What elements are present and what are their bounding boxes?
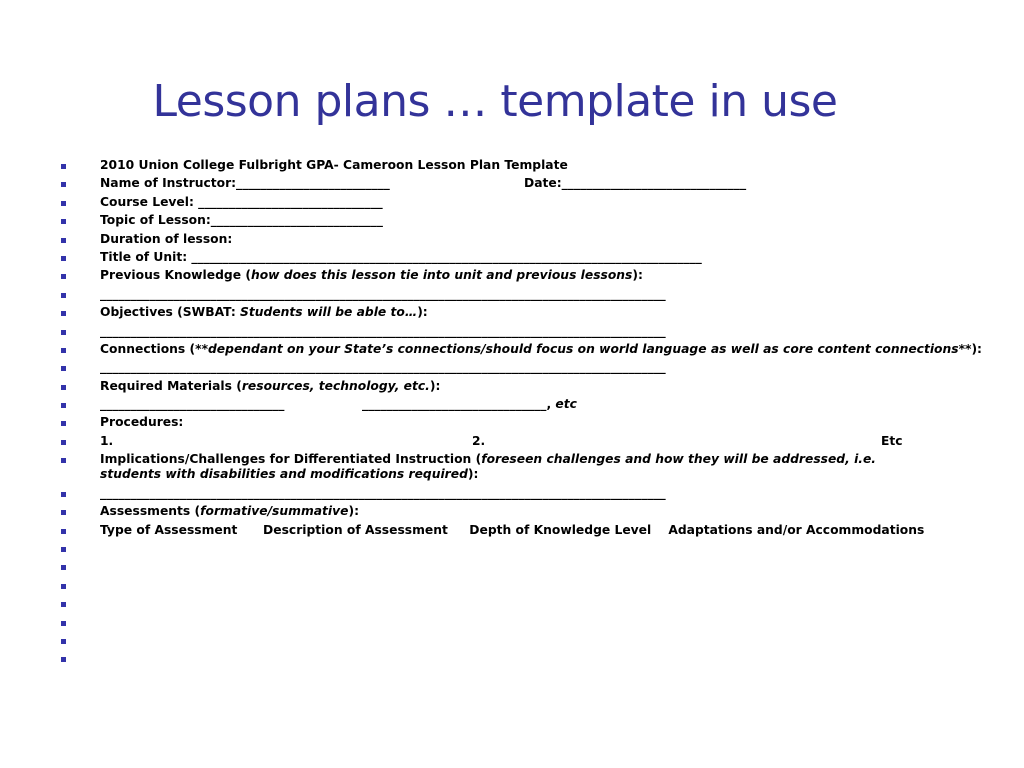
- list-item-empty: [0, 633, 1024, 651]
- materials-line-a: ______________________________: [100, 397, 285, 412]
- list-item-empty: [0, 596, 1024, 614]
- square-bullet-icon: [61, 274, 66, 279]
- square-bullet-icon: [61, 403, 66, 408]
- list-item-empty: [0, 578, 1024, 596]
- assessments-label: Assessments (formative/summative):: [100, 504, 360, 519]
- square-bullet-icon: [61, 602, 66, 607]
- list-item-topic: [0, 213, 1024, 231]
- topic-field: Topic of Lesson:____________________________: [100, 213, 383, 228]
- slide-title: Lesson plans … template in use: [152, 76, 838, 127]
- square-bullet-icon: [61, 219, 66, 224]
- square-bullet-icon: [61, 164, 66, 169]
- square-bullet-icon: [61, 311, 66, 316]
- assessment-columns: Type of Assessment Description of Assessment Depth of Knowledge Level Adaptations and/or Accommodations: [100, 522, 925, 537]
- procedures-label: Procedures:: [100, 415, 184, 430]
- unit-title-field: Title of Unit: ___________________________________________________________________________________: [100, 249, 702, 264]
- list-item-line: [0, 486, 1024, 504]
- list-item-empty: [0, 541, 1024, 559]
- list-item-objectives: [0, 305, 1024, 323]
- square-bullet-icon: [61, 458, 66, 463]
- square-bullet-icon: [61, 201, 66, 206]
- list-item-unit-title: [0, 250, 1024, 268]
- list-item-instructor: [0, 176, 1024, 194]
- square-bullet-icon: [61, 584, 66, 589]
- square-bullet-icon: [61, 330, 66, 335]
- implications-label: Implications/Challenges for Differentiated Instruction (foreseen challenges and how they will be addressed, i.e. students with disabilities and modifications required):: [100, 452, 876, 482]
- list-item-empty: [0, 615, 1024, 633]
- square-bullet-icon: [61, 385, 66, 390]
- list-item-line: [0, 324, 1024, 342]
- square-bullet-icon: [61, 621, 66, 626]
- blank-line: ____________________________________________________________________________________________: [100, 360, 666, 375]
- blank-line: ____________________________________________________________________________________________: [100, 286, 666, 301]
- square-bullet-icon: [61, 565, 66, 570]
- list-item-materials-lines: [0, 397, 1024, 415]
- blank-line: ____________________________________________________________________________________________: [100, 485, 666, 500]
- square-bullet-icon: [61, 547, 66, 552]
- template-heading: 2010 Union College Fulbright GPA- Cameroon Lesson Plan Template: [100, 158, 568, 172]
- date-field: Date:______________________________: [524, 176, 747, 191]
- square-bullet-icon: [61, 238, 66, 243]
- connections-label: Connections (**dependant on your State’s connections/should focus on world language as well as core content connections**):: [100, 341, 982, 356]
- list-item-course-level: [0, 195, 1024, 213]
- square-bullet-icon: [61, 256, 66, 261]
- previous-knowledge-label: Previous Knowledge (how does this lesson tie into unit and previous lessons):: [100, 268, 643, 283]
- list-item-connections: [0, 342, 1024, 360]
- list-item-procedure-steps: [0, 434, 1024, 452]
- materials-label: Required Materials (resources, technology, etc.):: [100, 378, 441, 393]
- square-bullet-icon: [61, 366, 66, 371]
- list-item-assessments: [0, 504, 1024, 522]
- procedure-step-etc: Etc: [881, 433, 903, 448]
- list-item-previous-knowledge: [0, 268, 1024, 286]
- course-level-field: Course Level: ______________________________: [100, 194, 383, 209]
- square-bullet-icon: [61, 421, 66, 426]
- list-item-assessment-columns: [0, 523, 1024, 541]
- list-item-line: [0, 287, 1024, 305]
- blank-line: ____________________________________________________________________________________________: [100, 323, 666, 338]
- list-item-materials: [0, 379, 1024, 397]
- procedure-step-1: 1.: [100, 433, 114, 448]
- list-item-implications: [0, 452, 1024, 486]
- square-bullet-icon: [61, 639, 66, 644]
- list-item-procedures: [0, 415, 1024, 433]
- objectives-label: Objectives (SWBAT: Students will be able to…):: [100, 305, 428, 320]
- materials-line-b: ______________________________, etc: [362, 397, 577, 412]
- list-item-header: [0, 158, 1024, 176]
- duration-field: Duration of lesson:: [100, 231, 233, 246]
- square-bullet-icon: [61, 182, 66, 187]
- square-bullet-icon: [61, 440, 66, 445]
- list-item-empty: [0, 651, 1024, 669]
- square-bullet-icon: [61, 492, 66, 497]
- list-item-empty: [0, 559, 1024, 577]
- square-bullet-icon: [61, 529, 66, 534]
- square-bullet-icon: [61, 657, 66, 662]
- procedure-step-2: 2.: [472, 433, 486, 448]
- square-bullet-icon: [61, 293, 66, 298]
- list-item-duration: [0, 232, 1024, 250]
- instructor-field: Name of Instructor:_________________________: [100, 176, 390, 191]
- bullet-list: [0, 158, 1024, 670]
- square-bullet-icon: [61, 510, 66, 515]
- list-item-line: [0, 360, 1024, 378]
- square-bullet-icon: [61, 348, 66, 353]
